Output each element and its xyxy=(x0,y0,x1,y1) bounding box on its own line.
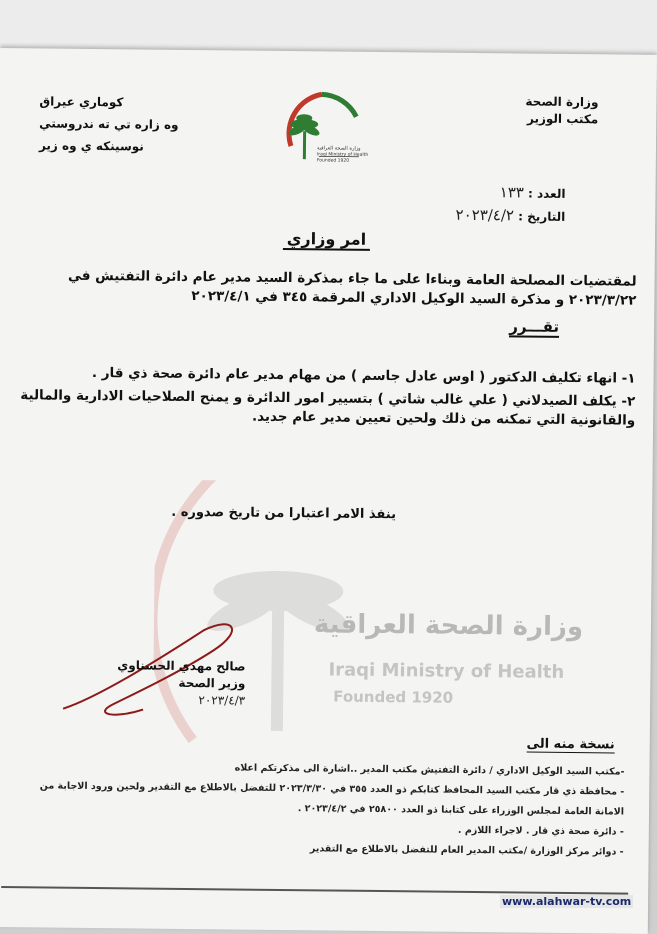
signature-date: ٢٠٢٣/٤/٣ xyxy=(65,691,245,710)
header-left-line: كوماري عيراق xyxy=(39,90,179,113)
header-right-line: وزارة الصحة xyxy=(525,94,598,112)
date-label: التاريخ : xyxy=(518,209,565,223)
list-item: - دوائر مركز الوزارة /مكتب المدير العام للتفضل بالاطلاع مع التقدير xyxy=(4,836,624,862)
watermark-founded: Founded 1920 xyxy=(333,688,453,707)
decision-heading: تقـــرر xyxy=(509,317,559,338)
decision-items xyxy=(10,363,636,431)
header-left-line: وه زاره تي ته ندروستي xyxy=(39,112,179,135)
signer-title: وزير الصحة xyxy=(65,674,245,693)
header-right-line: مكتب الوزير xyxy=(525,111,598,129)
signer-name: صالح مهدي الحسناوي xyxy=(65,657,245,676)
intro-paragraph: لمقتضيات المصلحة العامة وبناءا على ما جاء بمذكرة السيد مدير عام دائرة التفتيش في ٢٠٢٣/٣/٢٢ و مذكرة السيد الوكيل الاداري المرقمة ٣٤٥ في ٢٠٢٣/٤/١ xyxy=(11,266,636,311)
header-left xyxy=(39,90,179,157)
list-item: -مكتب السيد الوكيل الاداري / دائرة التفتيش مكتب المدير ..اشارة الى مذكرتكم اعلاه xyxy=(4,756,624,782)
logo-en: Iraqi Ministry of Health xyxy=(317,152,368,158)
list-item: الامانة العامة لمجلس الوزراء على كتابنا ذو العدد ٢٥٨٠٠ في ٢٠٢٣/٤/٢ . xyxy=(4,796,624,822)
signature-block xyxy=(65,657,246,710)
order-title-wrap xyxy=(0,226,655,252)
bottom-divider xyxy=(1,886,628,895)
number-label: العدد : xyxy=(528,187,566,201)
header-left-line: نوسينكه ي وه زير xyxy=(39,134,179,157)
list-item: ١- انهاء تكليف الدكتور ( اوس عادل جاسم ) من مهام مدير عام دائرة صحة ذي قار . xyxy=(11,363,636,389)
list-item: - محافظة ذي قار مكتب السيد المحافظ كتابكم ذو العدد ٣٥٥ في ٢٠٢٣/٣/٣٠ للتفضل بالاطلاع مع التقدير ولحين ورود الاجابة من xyxy=(4,776,624,802)
order-title: امر وزاري xyxy=(283,229,371,251)
copies-list xyxy=(4,756,625,862)
watermark-english: Iraqi Ministry of Health xyxy=(328,659,564,682)
document-page xyxy=(0,48,657,934)
watermark-arabic: وزارة الصحة العراقية xyxy=(314,609,583,642)
logo-text: وزارة الصحة العراقية xyxy=(317,145,361,151)
effect-statement: ينفذ الامر اعتبارا من تاريخ صدوره . xyxy=(0,503,652,525)
number-value: ١٣٣ xyxy=(500,183,524,201)
logo-founded: Founded 1920 xyxy=(317,158,349,163)
reference-block xyxy=(455,181,565,228)
copies-heading: نسخة منه الى xyxy=(526,737,614,754)
list-item: ٢- يكلف الصيدلاني ( علي غالب شاتي ) بتسيير امور الدائرة و يمنح الصلاحيات الادارية والمالية والقانونية التي تمكنه من ذلك ولحين تعيين مدير عام جديد. xyxy=(10,386,635,431)
ministry-logo-icon xyxy=(261,76,382,187)
site-watermark: www.alahwar-tv.com xyxy=(500,895,633,908)
list-item: - دائرة صحة ذي قار . لاجراء اللازم . xyxy=(4,816,624,842)
date-value: ٢٠٢٣/٤/٢ xyxy=(455,206,514,225)
header-right xyxy=(525,94,598,129)
